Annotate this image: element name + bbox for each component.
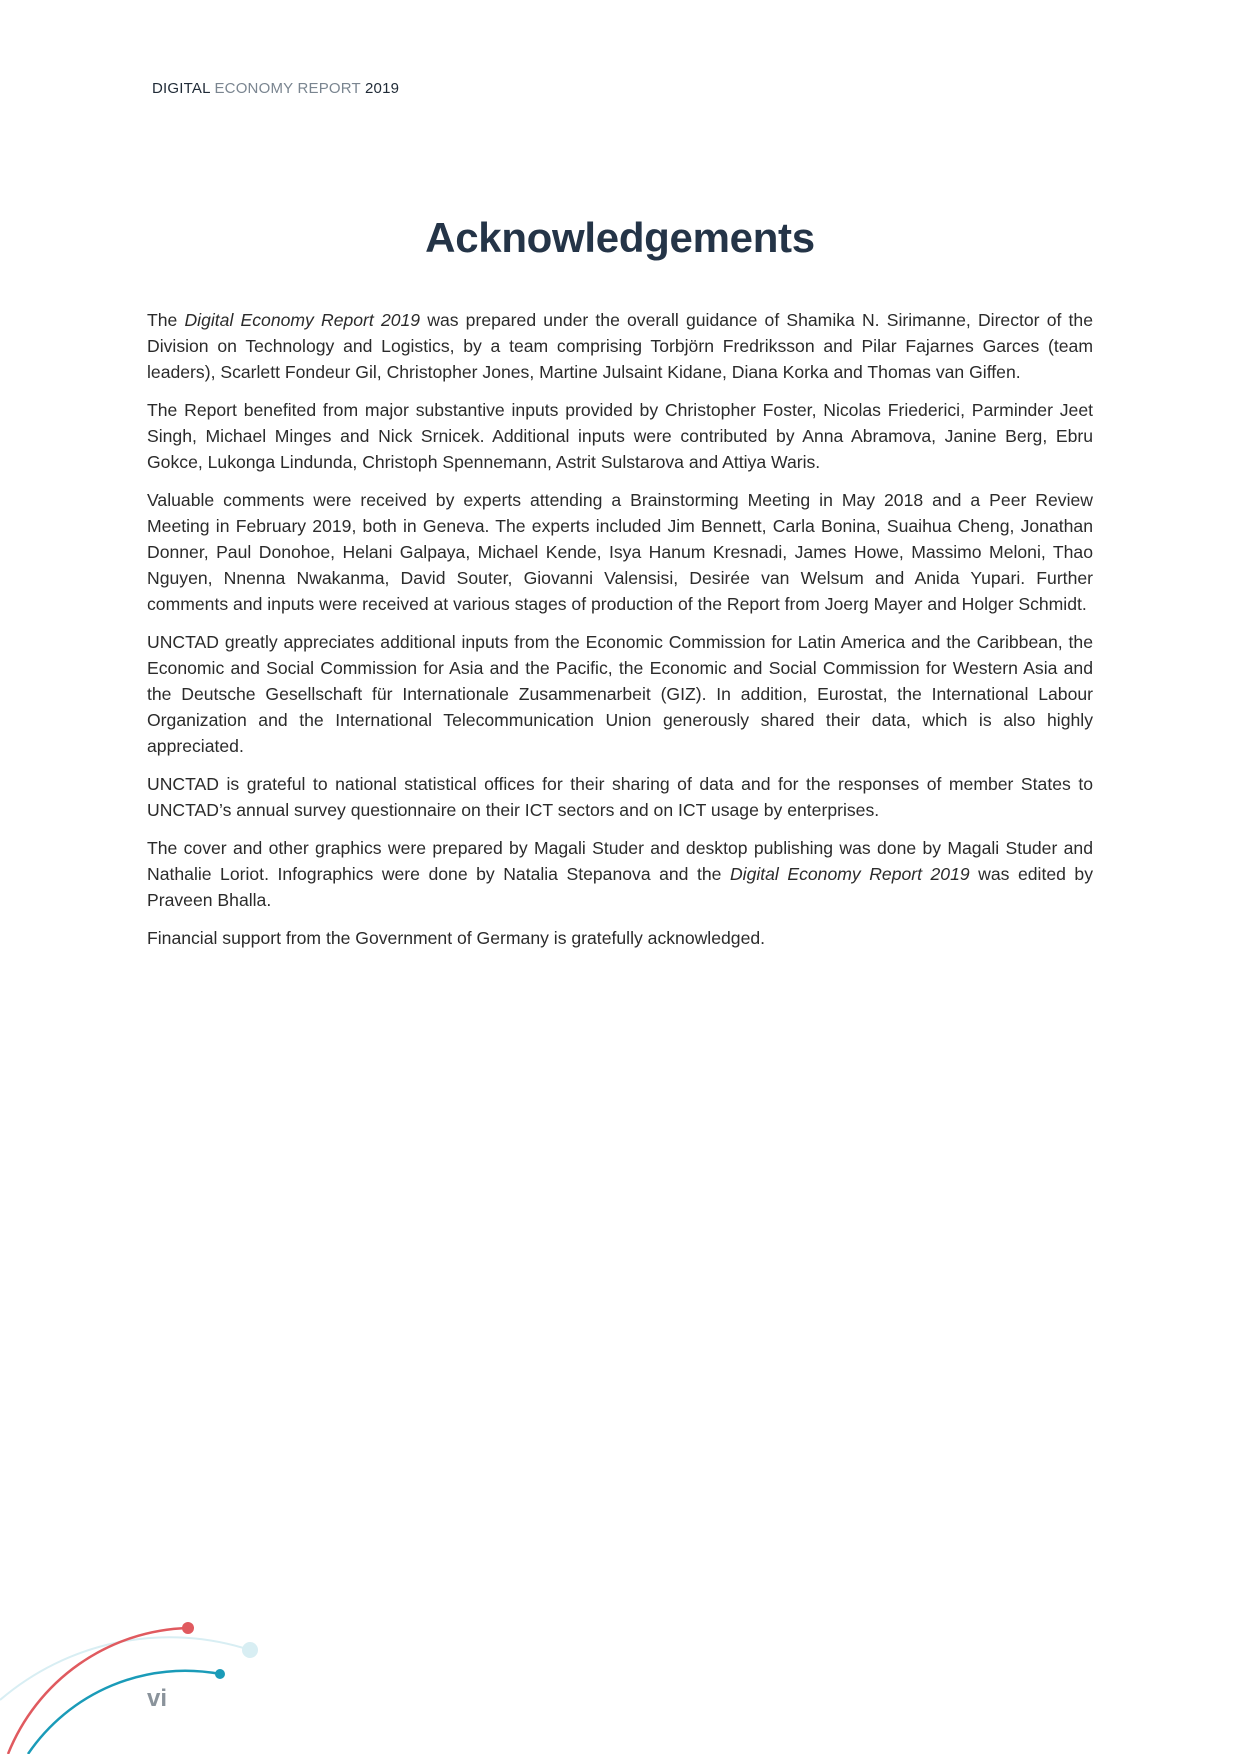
dot-red [182, 1622, 194, 1634]
paragraph-6-start: The cover and other graphics were prepared by Magali Studer and desktop publishing was done by Magali Studer and Nathalie Loriot. Infographics were done by Natalia Stepanova and the [147, 838, 1093, 884]
paragraph-5: UNCTAD is grateful to national statistical offices for their sharing of data and for the responses of member States to UNCTAD’s annual survey questionnaire on their ICT sectors and on ICT usage by enterprises. [147, 774, 1093, 820]
paragraph-7: Financial support from the Government of Germany is gratefully acknowledged. [147, 928, 766, 948]
header-year: 2019 [365, 80, 400, 97]
paragraph-6 [147, 835, 1093, 913]
paragraph-2: The Report benefited from major substantive inputs provided by Christopher Foster, Nicolas Friederici, Parminder Jeet Singh, Michael Minges and Nick Srnicek. Additional inputs were contributed by Anna Abramova, Janine Berg, Ebru Gokce, Lukonga Lindunda, Christoph Spennemann, Astrit Sulstarova and Attiya Waris. [147, 400, 1093, 472]
page-title: Acknowledgements [425, 214, 815, 261]
header-digital: DIGITAL [152, 80, 211, 97]
paragraph-4: UNCTAD greatly appreciates additional inputs from the Economic Commission for Latin America and the Caribbean, the Economic and Social Commission for Asia and the Pacific, the Economic and Social Commission for Western Asia and the Deutsche Gesellschaft für Internationale Zusammenarbeit (GIZ). In addition, Eurostat, the International Labour Organization and the International Telecommunication Union generously shared their data, which is also highly appreciated. [147, 632, 1093, 756]
page-number: vi [147, 1685, 168, 1712]
dot-light [242, 1642, 258, 1658]
decorative-arcs [0, 1560, 300, 1754]
acknowledgements-body [147, 307, 1093, 963]
paragraph-1-start: The [147, 310, 185, 330]
header-economy-report: ECONOMY REPORT [214, 80, 361, 97]
arc-light [0, 1637, 250, 1700]
paragraph-1 [147, 307, 1093, 385]
paragraph-1-rest: was prepared under the overall guidance of Shamika N. Sirimanne, Director of the Division on Technology and Logistics, by a team comprising Torbjörn Fredriksson and Pilar Fajarnes Garces (team leaders), Scarlett Fondeur Gil, Christopher Jones, Martine Julsaint Kidane, Diana Korka and Thomas van Giffen. [147, 310, 1093, 382]
report-title-italic: Digital Economy Report 2019 [729, 864, 970, 884]
running-header [152, 80, 399, 97]
paragraph-3: Valuable comments were received by experts attending a Brainstorming Meeting in May 2018 and a Peer Review Meeting in February 2019, both in Geneva. The experts included Jim Bennett, Carla Bonina, Suaihua Cheng, Jonathan Donner, Paul Donohoe, Helani Galpaya, Michael Kende, Isya Hanum Kresnadi, James Howe, Massimo Meloni, Thao Nguyen, Nnenna Nwakanma, David Souter, Giovanni Valensisi, Desirée van Welsum and Anida Yupari. Further comments and inputs were received at various stages of production of the Report from Joerg Mayer and Holger Schmidt. [147, 490, 1093, 614]
dot-teal [215, 1669, 225, 1679]
paragraph-6-rest: was edited by Praveen Bhalla. [147, 864, 1093, 910]
report-title-italic: Digital Economy Report 2019 [184, 310, 421, 330]
